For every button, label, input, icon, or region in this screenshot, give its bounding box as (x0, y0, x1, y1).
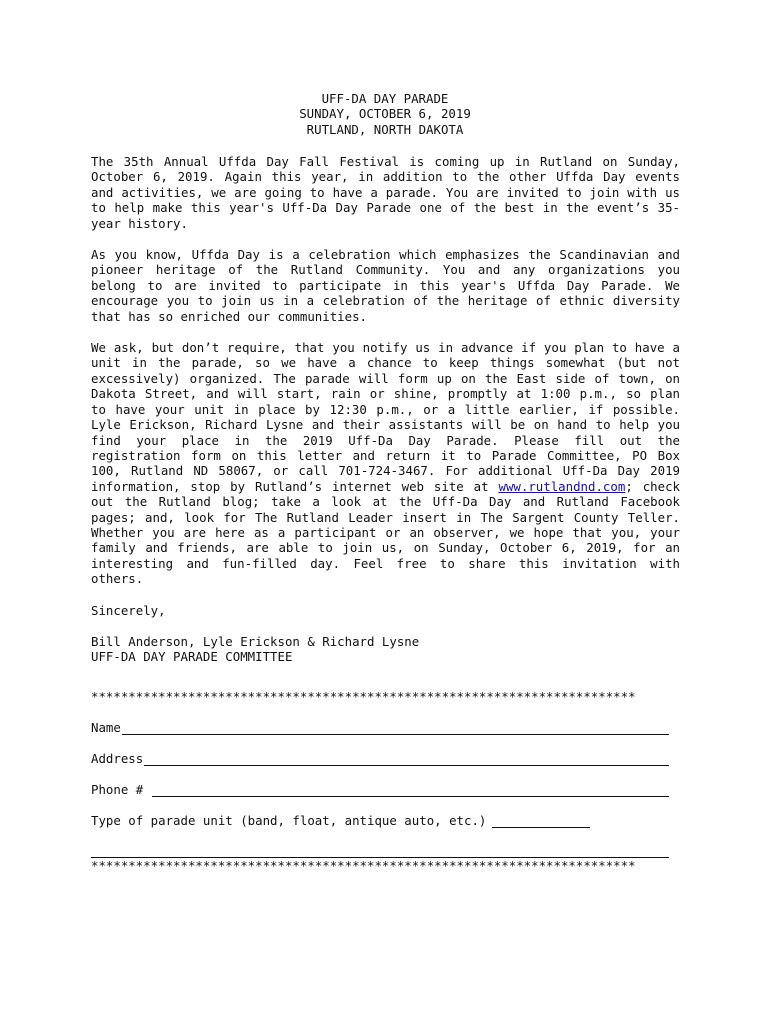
details-text-2: ; check out the Rutland blog; take a look at the Uff-Da Day and Rutland Facebook pages; and, look for The Rutland Leader insert in The Sargent County Teller. Whether you are here as a participant or an observer, we hope that you, your family and friends, are able to join us, on Sunday, October 6, 2019, for an interesting and fun-filled day. Feel free to share this invitation with others. (91, 478, 680, 587)
unit-type-label: Type of parade unit (band, float, antique auto, etc.) (91, 812, 487, 828)
paragraph-intro: The 35th Annual Uffda Day Fall Festival is coming up in Rutland on Sunday, October 6, 2019. Again this year, in addition to the other Uffda Day events and activities, we are going to have a parade. You are invited to join with us to help make this year's Uff-Da Day Parade one of the best in the event’s 35-year history. (91, 154, 680, 231)
address-field-row (91, 750, 669, 766)
website-link[interactable]: www.rutlandnd.com (498, 478, 626, 494)
salutation: Sincerely, (91, 602, 166, 618)
separator-top: ************************************************************************* (91, 688, 636, 704)
committee-name: UFF-DA DAY PARADE COMMITTEE (91, 649, 293, 665)
paragraph-details (91, 340, 680, 587)
signers: Bill Anderson, Lyle Erickson & Richard Lysne (91, 633, 420, 649)
address-field[interactable] (144, 753, 669, 766)
phone-label: Phone # (91, 781, 151, 797)
heading-date: SUNDAY, OCTOBER 6, 2019 (299, 106, 471, 122)
phone-field[interactable] (152, 784, 669, 797)
details-text-1: We ask, but don’t require, that you notify us in advance if you plan to have a unit in the parade, so we have a chance to keep things somewhat (but not excessively) organized. The parade will form up on the East side of town, on Dakota Street, and will start, rain or shine, promptly at 1:00 p.m., so plan to have your unit in place by 12:30 p.m., or a little earlier, if possible. Lyle Erickson, Richard Lysne and their assistants will be on hand to help you find your place in the 2019 Uff-Da Day Parade. Please fill out the registration form on this letter and return it to Parade Committee, PO Box 100, Rutland ND 58067, or call 701-724-3467. For additional Uff-Da Day 2019 information, stop by Rutland’s internet web site at (91, 340, 680, 494)
unit-type-field[interactable] (492, 815, 590, 828)
signature-block (91, 634, 680, 665)
heading-location: RUTLAND, NORTH DAKOTA (306, 121, 464, 137)
unit-type-field-row (91, 812, 669, 828)
unit-type-extra-line[interactable] (91, 843, 669, 858)
address-label: Address (91, 750, 144, 766)
phone-field-row (91, 781, 669, 797)
letter-body (91, 154, 680, 874)
paragraph-heritage: As you know, Uffda Day is a celebration which emphasizes the Scandinavian and pioneer heritage of the Rutland Community. You and any organizations you belong to are invited to participate in this year's Uffda Day Parade. We encourage you to join us in a celebration of the heritage of ethnic diversity that has so enriched our communities. (91, 247, 680, 324)
name-field[interactable] (122, 722, 669, 735)
letter-heading (0, 91, 770, 137)
name-field-row (91, 719, 669, 735)
heading-title: UFF-DA DAY PARADE (321, 91, 449, 106)
name-label: Name (91, 719, 121, 735)
separator-bottom: ************************************************************************* (91, 858, 636, 874)
